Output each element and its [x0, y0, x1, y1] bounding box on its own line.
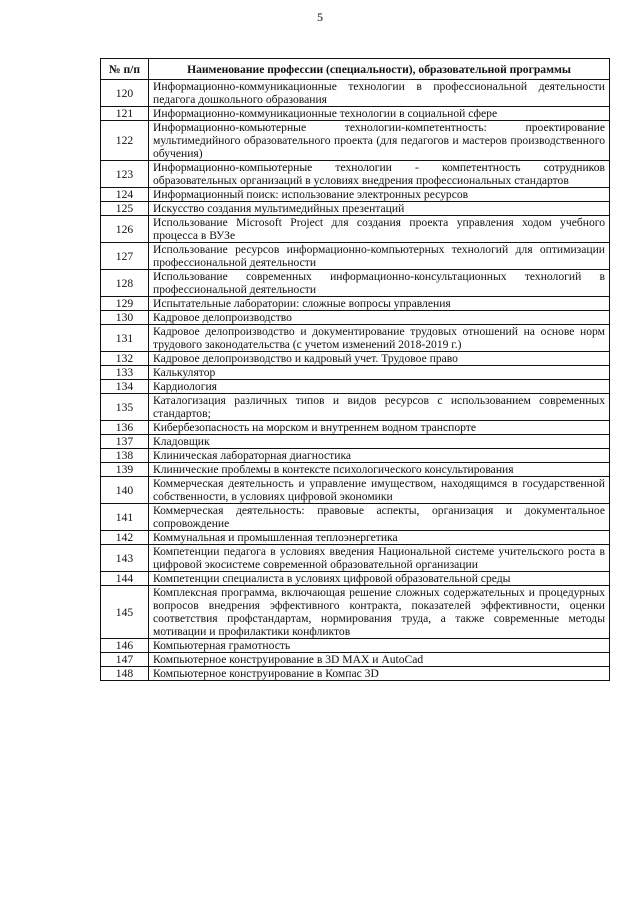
- page-number: 5: [317, 10, 323, 24]
- table-row: [101, 80, 610, 107]
- header-number: № п/п: [101, 59, 149, 80]
- row-number: 144: [101, 572, 149, 586]
- row-number: 133: [101, 366, 149, 380]
- row-number: 125: [101, 202, 149, 216]
- program-name: Клинические проблемы в контексте психологического консультирования: [149, 463, 610, 477]
- program-name: Информационно-коммуникационные технологии в социальной сфере: [149, 107, 610, 121]
- program-name: Коммерческая деятельность и управление имуществом, находящимся в государственной собственности, в условиях цифровой экономики: [149, 477, 610, 504]
- row-number: 146: [101, 639, 149, 653]
- row-number: 136: [101, 421, 149, 435]
- program-name: Кадровое делопроизводство и кадровый учет. Трудовое право: [149, 352, 610, 366]
- row-number: 124: [101, 188, 149, 202]
- table-row: [101, 161, 610, 188]
- row-number: 143: [101, 545, 149, 572]
- row-number: 141: [101, 504, 149, 531]
- row-number: 142: [101, 531, 149, 545]
- table-row: [101, 270, 610, 297]
- program-name: Кадровое делопроизводство: [149, 311, 610, 325]
- row-number: 132: [101, 352, 149, 366]
- program-name: Информационно-компьютерные технологии - компетентность сотрудников образовательных организаций в условиях внедрения профессиональных стандартов: [149, 161, 610, 188]
- table-row: [101, 352, 610, 366]
- table-body: [101, 80, 610, 681]
- row-number: 148: [101, 667, 149, 681]
- program-name: Клиническая лабораторная диагностика: [149, 449, 610, 463]
- program-name: Информационный поиск: использование электронных ресурсов: [149, 188, 610, 202]
- row-number: 126: [101, 216, 149, 243]
- table-row: [101, 545, 610, 572]
- table-row: [101, 531, 610, 545]
- program-name: Испытательные лаборатории: сложные вопросы управления: [149, 297, 610, 311]
- table-row: [101, 572, 610, 586]
- row-number: 138: [101, 449, 149, 463]
- program-name: Компетенции специалиста в условиях цифровой образовательной среды: [149, 572, 610, 586]
- table-row: [101, 477, 610, 504]
- table-row: [101, 380, 610, 394]
- table-row: [101, 639, 610, 653]
- table-row: [101, 325, 610, 352]
- program-name: Кадровое делопроизводство и документирование трудовых отношений на основе норм трудового законодательства (с учетом изменений 2018-2019 г.): [149, 325, 610, 352]
- program-name: Искусство создания мультимедийных презентаций: [149, 202, 610, 216]
- table-row: [101, 311, 610, 325]
- table-row: [101, 421, 610, 435]
- program-name: Компетенции педагога в условиях введения Национальной системе учительского роста в цифровой экосистеме современной образовательной организации: [149, 545, 610, 572]
- table-row: [101, 121, 610, 161]
- table-row: [101, 463, 610, 477]
- row-number: 121: [101, 107, 149, 121]
- program-name: Использование современных информационно-консультационных технологий в профессиональной деятельности: [149, 270, 610, 297]
- table-row: [101, 297, 610, 311]
- row-number: 130: [101, 311, 149, 325]
- table-row: [101, 188, 610, 202]
- row-number: 134: [101, 380, 149, 394]
- program-name: Использование Microsoft Project для создания проекта управления ходом учебного процесса в ВУЗе: [149, 216, 610, 243]
- program-name: Информационно-комьютерные технологии-компетентность: проектирование мультимедийного образовательного проекта (для педагогов и мастеров производственного обучения): [149, 121, 610, 161]
- program-name: Информационно-коммуникационные технологии в профессиональной деятельности педагога дошкольного образования: [149, 80, 610, 107]
- program-name: Коммунальная и промышленная теплоэнергетика: [149, 531, 610, 545]
- table-row: [101, 586, 610, 639]
- table-row: [101, 653, 610, 667]
- program-name: Коммерческая деятельность: правовые аспекты, организация и документальное сопровождение: [149, 504, 610, 531]
- program-name: Компьютерная грамотность: [149, 639, 610, 653]
- row-number: 140: [101, 477, 149, 504]
- program-name: Кардиология: [149, 380, 610, 394]
- table-row: [101, 504, 610, 531]
- program-name: Компьютерное конструирование в Компас 3D: [149, 667, 610, 681]
- row-number: 128: [101, 270, 149, 297]
- row-number: 123: [101, 161, 149, 188]
- program-name: Каталогизация различных типов и видов ресурсов с использованием современных стандартов;: [149, 394, 610, 421]
- row-number: 135: [101, 394, 149, 421]
- program-name: Кибербезопасность на морском и внутреннем водном транспорте: [149, 421, 610, 435]
- table-row: [101, 394, 610, 421]
- table-row: [101, 667, 610, 681]
- row-number: 145: [101, 586, 149, 639]
- table-row: [101, 435, 610, 449]
- programs-table: [100, 58, 610, 681]
- row-number: 127: [101, 243, 149, 270]
- header-name: Наименование профессии (специальности), образовательной программы: [149, 59, 610, 80]
- table-row: [101, 243, 610, 270]
- program-name: Комплексная программа, включающая решение сложных содержательных и процедурных вопросов внедрения эффективного контракта, показателей эффективности, оценки соответствия профстандартам, нормирования труда, а также современные методы мотивации и профилактики конфликтов: [149, 586, 610, 639]
- row-number: 137: [101, 435, 149, 449]
- table-row: [101, 449, 610, 463]
- table-row: [101, 216, 610, 243]
- program-name: Использование ресурсов информационно-компьютерных технологий для оптимизации профессиональной деятельности: [149, 243, 610, 270]
- row-number: 147: [101, 653, 149, 667]
- row-number: 129: [101, 297, 149, 311]
- row-number: 131: [101, 325, 149, 352]
- table-row: [101, 202, 610, 216]
- table-row: [101, 107, 610, 121]
- row-number: 120: [101, 80, 149, 107]
- program-name: Компьютерное конструирование в 3D MAX и AutoCad: [149, 653, 610, 667]
- program-name: Кладовщик: [149, 435, 610, 449]
- table-header-row: [101, 59, 610, 80]
- row-number: 122: [101, 121, 149, 161]
- table-row: [101, 366, 610, 380]
- row-number: 139: [101, 463, 149, 477]
- program-name: Калькулятор: [149, 366, 610, 380]
